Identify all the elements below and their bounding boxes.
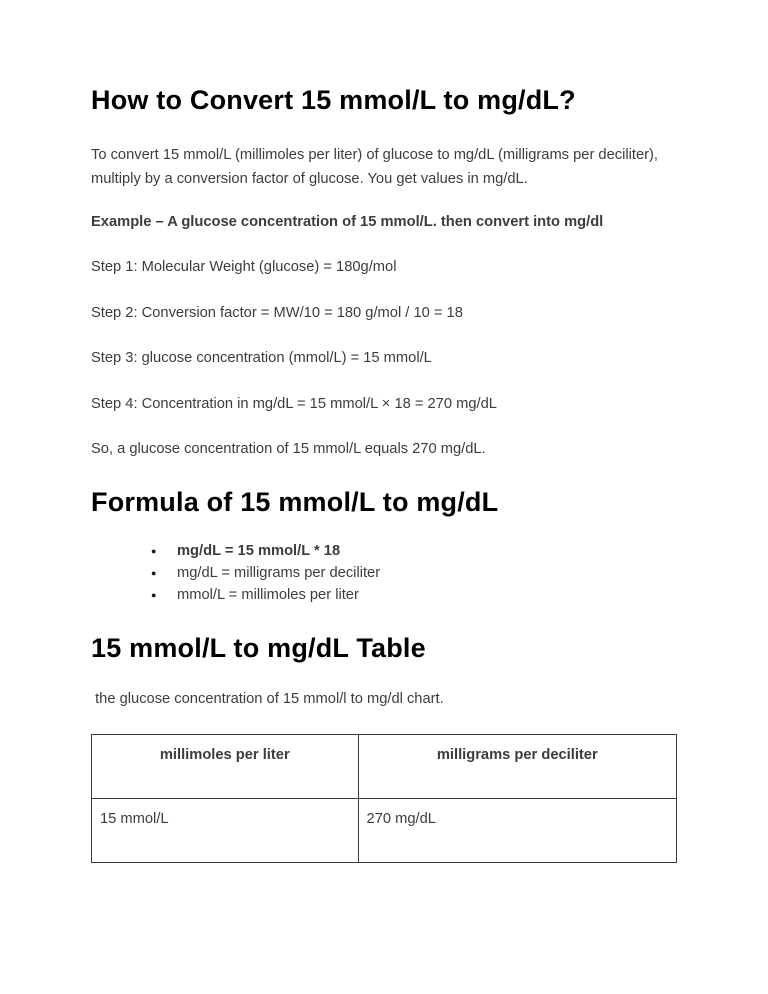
formula-heading: Formula of 15 mmol/L to mg/dL [91,487,499,517]
formula-list-item [91,540,677,562]
step-2: Step 2: Conversion factor = MW/10 = 180 g/mol / 10 = 18 [91,305,463,321]
table-header-mgdl: milligrams per deciliter [358,735,676,799]
bullet-icon: ● [151,546,157,556]
table-cell-mmol-value: 15 mmol/L [92,799,359,863]
formula-list-item-text: mg/dL = milligrams per deciliter [177,565,381,581]
formula-list [91,540,677,606]
page-title: How to Convert 15 mmol/L to mg/dL? [91,85,576,115]
formula-list-item-text: mg/dL = 15 mmol/L * 18 [177,543,341,559]
intro-paragraph: To convert 15 mmol/L (millimoles per liter) of glucose to mg/dL (milligrams per deciliter), multiply by a conversion factor of glucose. You get values in mg/dL. [91,147,659,187]
table-header-mmol: millimoles per liter [92,735,359,799]
conclusion-paragraph: So, a glucose concentration of 15 mmol/L equals 270 mg/dL. [91,441,486,457]
step-1: Step 1: Molecular Weight (glucose) = 180g/mol [91,259,397,275]
example-heading: Example – A glucose concentration of 15 mmol/L. then convert into mg/dl [91,214,604,230]
conversion-table [91,734,677,863]
table-heading: 15 mmol/L to mg/dL Table [91,633,426,663]
table-row [92,799,677,863]
formula-list-item-text: mmol/L = millimoles per liter [177,587,359,603]
table-cell-mgdl-value: 270 mg/dL [358,799,676,863]
bullet-icon: ● [151,568,157,578]
formula-list-item [91,584,677,606]
formula-list-item [91,562,677,584]
table-intro-paragraph: the glucose concentration of 15 mmol/l to mg/dl chart. [91,691,444,707]
bullet-icon: ● [151,590,157,600]
step-3: Step 3: glucose concentration (mmol/L) = 15 mmol/L [91,350,432,366]
table-header-row [92,735,677,799]
step-4: Step 4: Concentration in mg/dL = 15 mmol/L × 18 = 270 mg/dL [91,396,497,412]
